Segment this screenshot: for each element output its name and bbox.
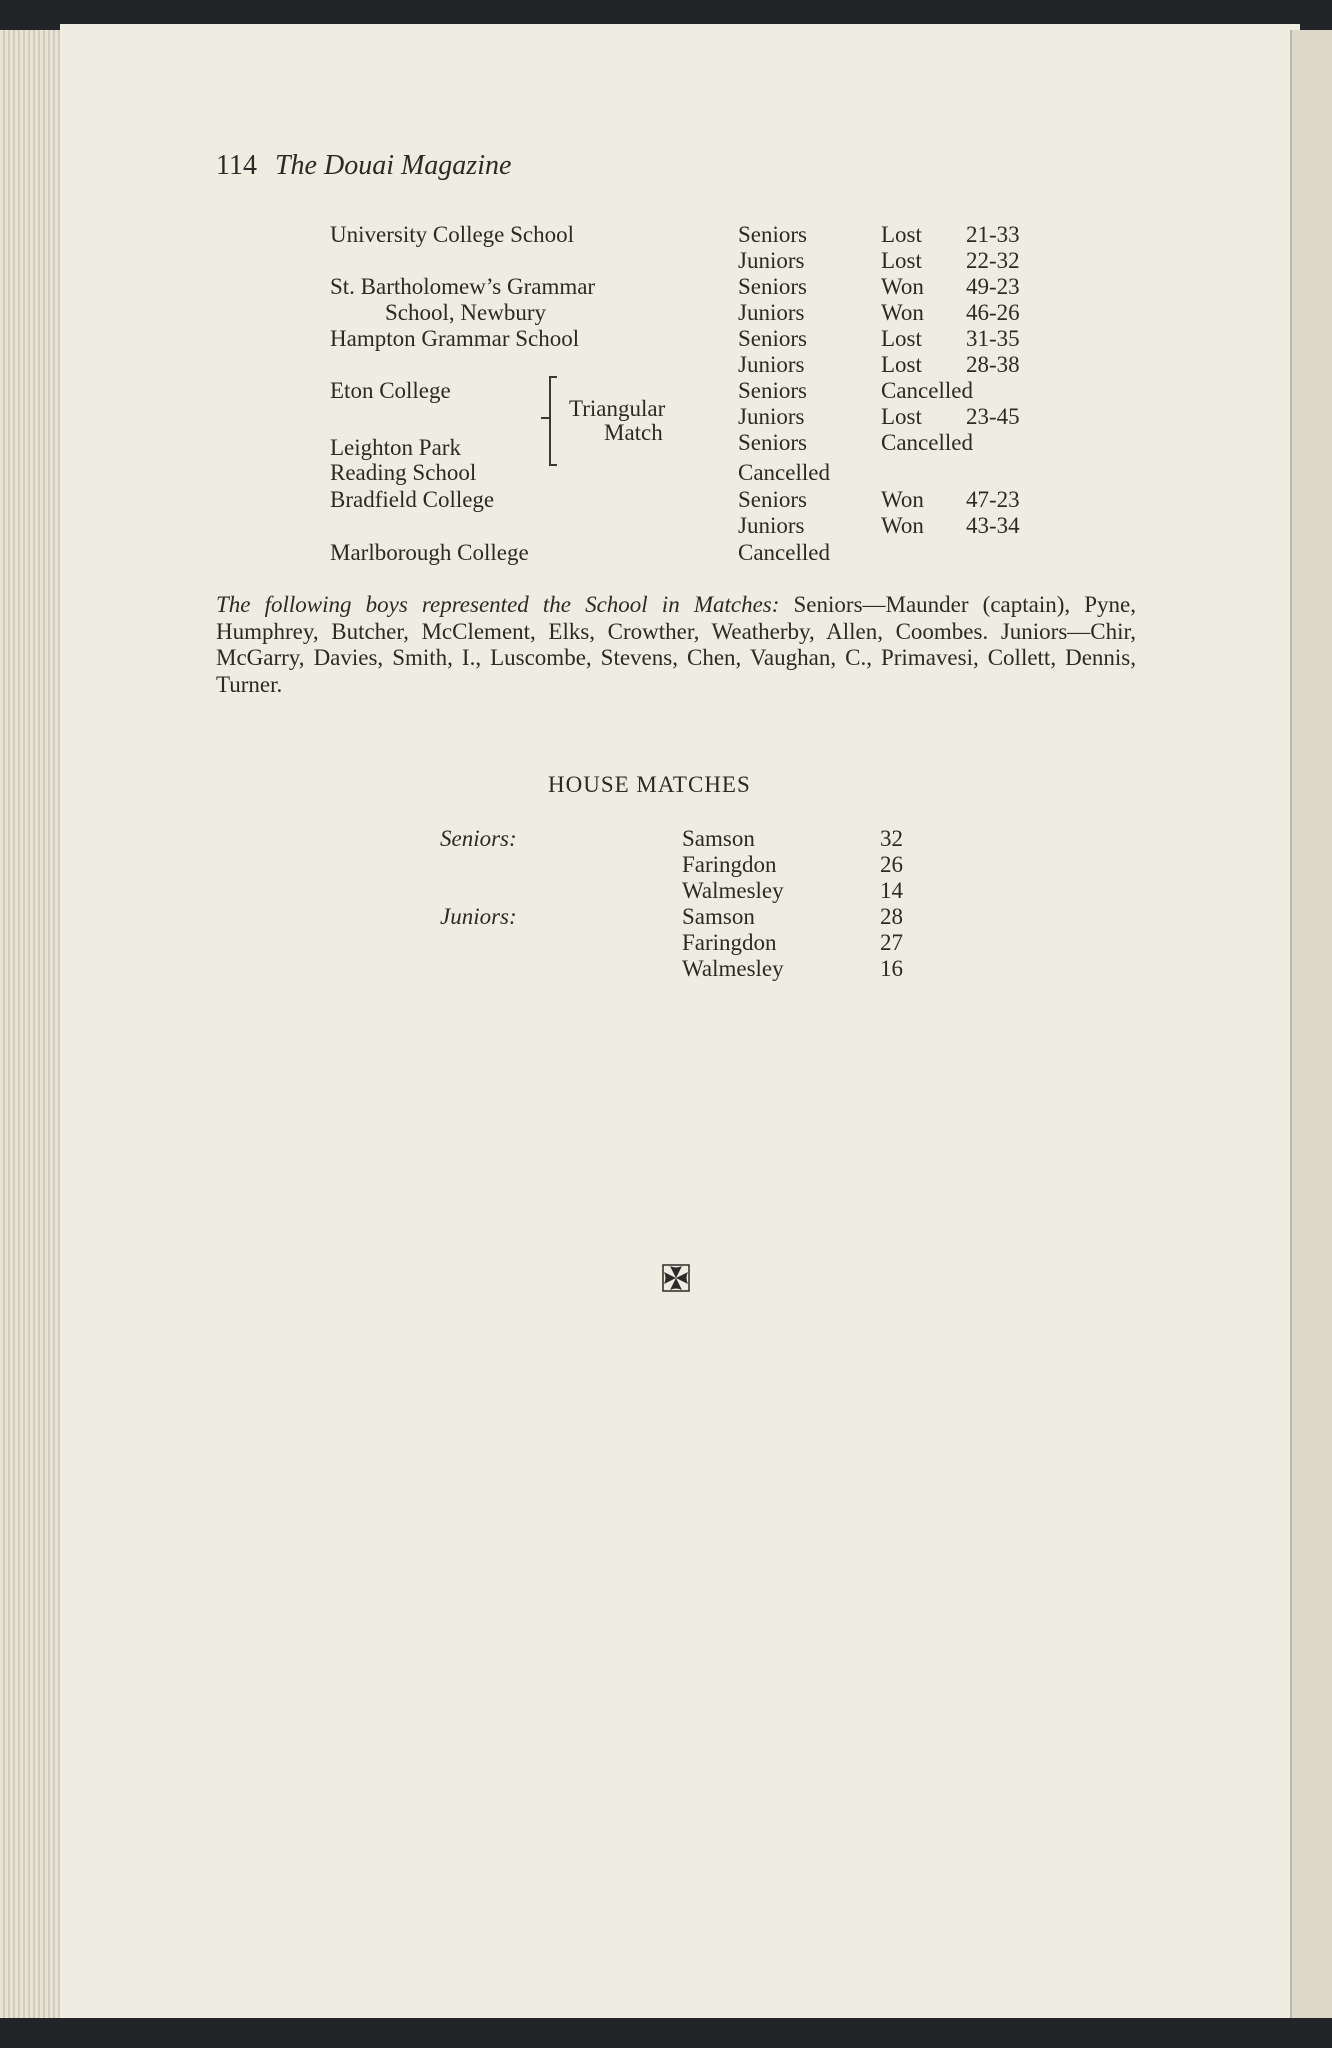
team: Juniors (738, 352, 805, 377)
school-name: University College School (330, 222, 575, 247)
table-row (0, 513, 1332, 539)
table-row (0, 248, 1332, 274)
table-row (0, 878, 1332, 904)
house-score: 27 (880, 930, 903, 955)
score: 28-38 (966, 352, 1020, 377)
score: 47-23 (966, 487, 1020, 512)
school-name: School, Newbury (385, 300, 546, 325)
table-row (0, 930, 1332, 956)
result: Lost (881, 326, 922, 351)
score: 49-23 (966, 274, 1020, 299)
result: Won (881, 513, 924, 538)
score: 31-35 (966, 326, 1020, 351)
team: Cancelled (738, 460, 830, 485)
page-number: 114 (216, 150, 257, 181)
team: Juniors (738, 404, 805, 429)
table-row (0, 460, 1332, 486)
score: 22-32 (966, 248, 1020, 273)
result: Lost (881, 248, 922, 273)
team: Seniors (738, 222, 807, 247)
team: Seniors (738, 326, 807, 351)
house-name: Walmesley (682, 878, 784, 903)
result: Cancelled (881, 430, 973, 455)
table-row (0, 487, 1332, 513)
result: Won (881, 487, 924, 512)
team: Seniors (738, 274, 807, 299)
result: Lost (881, 352, 922, 377)
representatives-text: Seniors—Maunder (captain), Pyne, Humphrey, Butcher, McClement, Elks, Crowther, Weatherby, Allen, Coombes. Juniors—Chir, McGarry, Davies, Smith, I., Luscombe, Stevens, Chen, Vaughan, C., Primavesi, Collett, Dennis, Turner. (216, 592, 1136, 697)
triangular-label: Triangular (569, 396, 666, 421)
result: Won (881, 300, 924, 325)
table-row (0, 326, 1332, 352)
table-row (0, 540, 1332, 566)
cross-ornament-icon (661, 1263, 691, 1293)
school-name: St. Bartholomew’s Grammar (330, 274, 596, 299)
house-name: Faringdon (682, 930, 777, 955)
representatives-paragraph (216, 592, 1136, 698)
team: Juniors (738, 513, 805, 538)
team: Cancelled (738, 540, 830, 565)
table-row (0, 404, 1332, 430)
house-score: 26 (880, 852, 903, 877)
school-name: Bradfield College (330, 487, 495, 512)
house-score: 32 (880, 826, 903, 851)
division-label: Seniors: (440, 826, 517, 851)
table-row (0, 956, 1332, 982)
table-row (0, 826, 1332, 852)
team: Juniors (738, 248, 805, 273)
team: Juniors (738, 300, 805, 325)
table-row (0, 904, 1332, 930)
team: Seniors (738, 378, 807, 403)
result: Won (881, 274, 924, 299)
magazine-title: The Douai Magazine (274, 150, 512, 181)
house-score: 16 (880, 956, 903, 981)
match-label: Match (604, 420, 663, 445)
school-name: Reading School (330, 460, 477, 485)
running-header (216, 150, 511, 182)
result: Cancelled (881, 378, 973, 403)
team: Seniors (738, 487, 807, 512)
brace-tip (541, 417, 549, 419)
table-row (0, 300, 1332, 326)
school-name: Marlborough College (330, 540, 529, 565)
team: Seniors (738, 430, 807, 455)
house-matches-title: HOUSE MATCHES (548, 772, 751, 797)
table-row (0, 430, 1332, 456)
table-row (0, 852, 1332, 878)
result: Lost (881, 222, 922, 247)
division-label: Juniors: (440, 904, 517, 929)
brace (549, 376, 563, 466)
house-name: Samson (682, 904, 755, 929)
school-name: Hampton Grammar School (330, 326, 580, 351)
school-name: Leighton Park (330, 435, 461, 460)
score: 46-26 (966, 300, 1020, 325)
school-name: Eton College (330, 378, 451, 403)
house-name: Samson (682, 826, 755, 851)
table-row (0, 352, 1332, 378)
representatives-lead: The following boys represented the School in Matches: (216, 592, 780, 617)
score: 43-34 (966, 513, 1020, 538)
score: 23-45 (966, 404, 1020, 429)
book-binding-bottom (0, 2018, 1332, 2048)
house-name: Faringdon (682, 852, 777, 877)
score: 21-33 (966, 222, 1020, 247)
house-name: Walmesley (682, 956, 784, 981)
table-row (0, 222, 1332, 248)
table-row (0, 274, 1332, 300)
house-score: 14 (880, 878, 903, 903)
table-row (0, 378, 1332, 404)
house-score: 28 (880, 904, 903, 929)
result: Lost (881, 404, 922, 429)
